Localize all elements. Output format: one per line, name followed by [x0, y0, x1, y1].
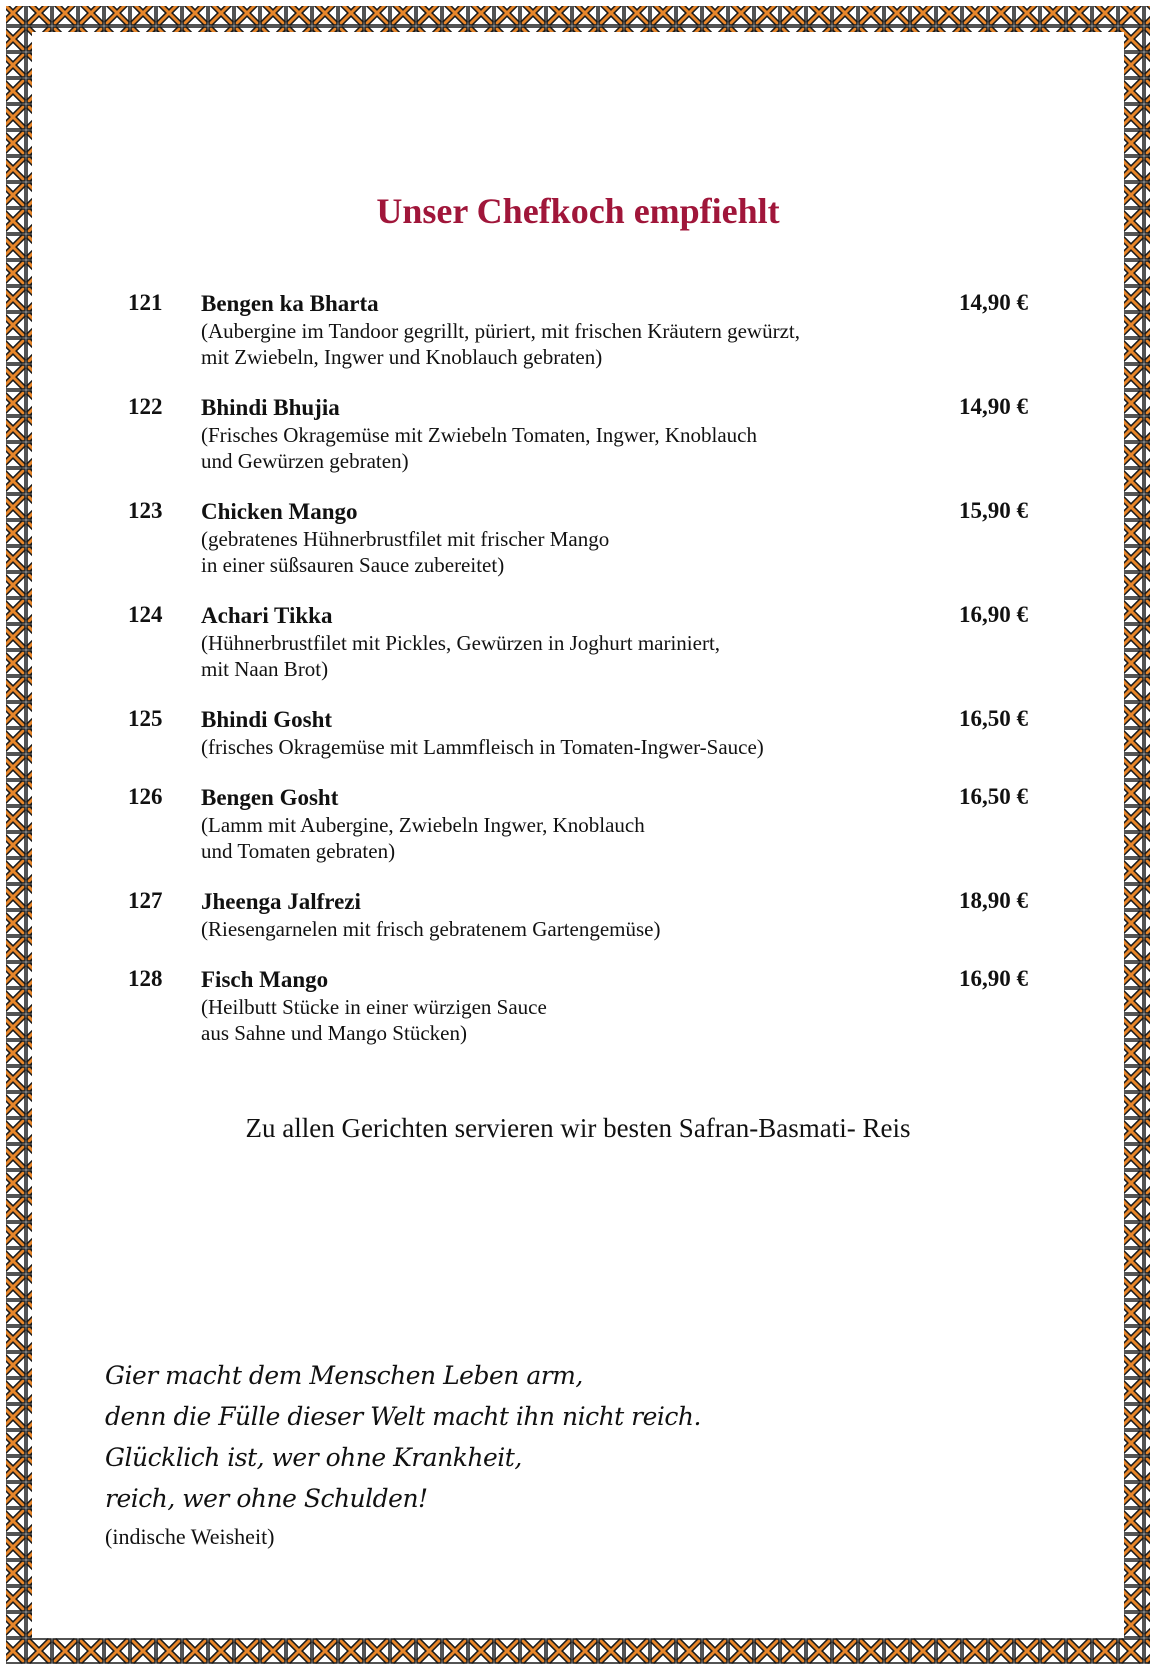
quote-line: reich, wer ohne Schulden! — [105, 1484, 428, 1513]
item-description: (Hühnerbrustfilet mit Pickles, Gewürzen in Joghurt mariniert, mit Naan Brot) — [201, 631, 721, 681]
item-name: Jheenga Jalfrezi — [201, 889, 361, 914]
page-title: Unser Chefkoch empfiehlt — [376, 191, 780, 231]
item-number: 125 — [128, 706, 163, 731]
item-number: 123 — [128, 498, 163, 523]
menu-item — [128, 888, 1028, 942]
item-description: (Heilbutt Stücke in einer würzigen Sauce aus Sahne und Mango Stücken) — [201, 995, 547, 1045]
item-name: Bengen Gosht — [201, 785, 339, 810]
menu-item — [128, 602, 1028, 682]
menu-item — [128, 394, 1028, 474]
menu-item — [128, 706, 1028, 760]
item-number: 122 — [128, 394, 163, 419]
item-price: 14,90 € — [959, 290, 1028, 315]
quote-line: Glücklich ist, wer ohne Krankheit, — [105, 1443, 522, 1472]
item-number: 121 — [128, 290, 163, 315]
item-price: 18,90 € — [959, 888, 1028, 913]
item-name: Bengen ka Bharta — [201, 291, 379, 316]
item-name: Achari Tikka — [201, 603, 333, 628]
item-name: Bhindi Bhujia — [201, 395, 340, 420]
item-description: (Riesengarnelen mit frisch gebratenem Gartengemüse) — [201, 917, 661, 941]
item-price: 14,90 € — [959, 394, 1028, 419]
item-description: (Lamm mit Aubergine, Zwiebeln Ingwer, Knoblauch und Tomaten gebraten) — [201, 813, 645, 863]
quote-source: (indische Weisheit) — [105, 1524, 275, 1549]
item-description: (Aubergine im Tandoor gegrillt, püriert, mit frischen Kräutern gewürzt, mit Zwiebeln, Ingwer und Knoblauch gebraten) — [201, 319, 800, 369]
rice-note: Zu allen Gerichten servieren wir besten Safran-Basmati- Reis — [245, 1113, 911, 1143]
item-number: 126 — [128, 784, 163, 809]
item-description: (frisches Okragemüse mit Lammfleisch in Tomaten-Ingwer-Sauce) — [201, 735, 764, 759]
item-price: 16,50 € — [959, 784, 1028, 809]
item-name: Bhindi Gosht — [201, 707, 333, 732]
item-number: 124 — [128, 602, 163, 627]
menu-list — [128, 290, 1028, 1070]
item-price: 16,90 € — [959, 602, 1028, 627]
menu-item — [128, 290, 1028, 370]
item-name: Fisch Mango — [201, 967, 329, 992]
item-price: 16,50 € — [959, 706, 1028, 731]
item-number: 128 — [128, 966, 163, 991]
item-number: 127 — [128, 888, 163, 913]
quote-line: Gier macht dem Menschen Leben arm, — [105, 1361, 583, 1390]
item-name: Chicken Mango — [201, 499, 358, 524]
item-description: (gebratenes Hühnerbrustfilet mit frischer Mango in einer süßsauren Sauce zubereitet) — [201, 527, 610, 577]
item-price: 16,90 € — [959, 966, 1028, 991]
quote-block — [105, 1355, 701, 1519]
item-description: (Frisches Okragemüse mit Zwiebeln Tomaten, Ingwer, Knoblauch und Gewürzen gebraten) — [201, 423, 757, 473]
quote-line: denn die Fülle dieser Welt macht ihn nicht reich. — [105, 1402, 701, 1431]
menu-item — [128, 966, 1028, 1046]
menu-item — [128, 498, 1028, 578]
item-price: 15,90 € — [959, 498, 1028, 523]
menu-item — [128, 784, 1028, 864]
